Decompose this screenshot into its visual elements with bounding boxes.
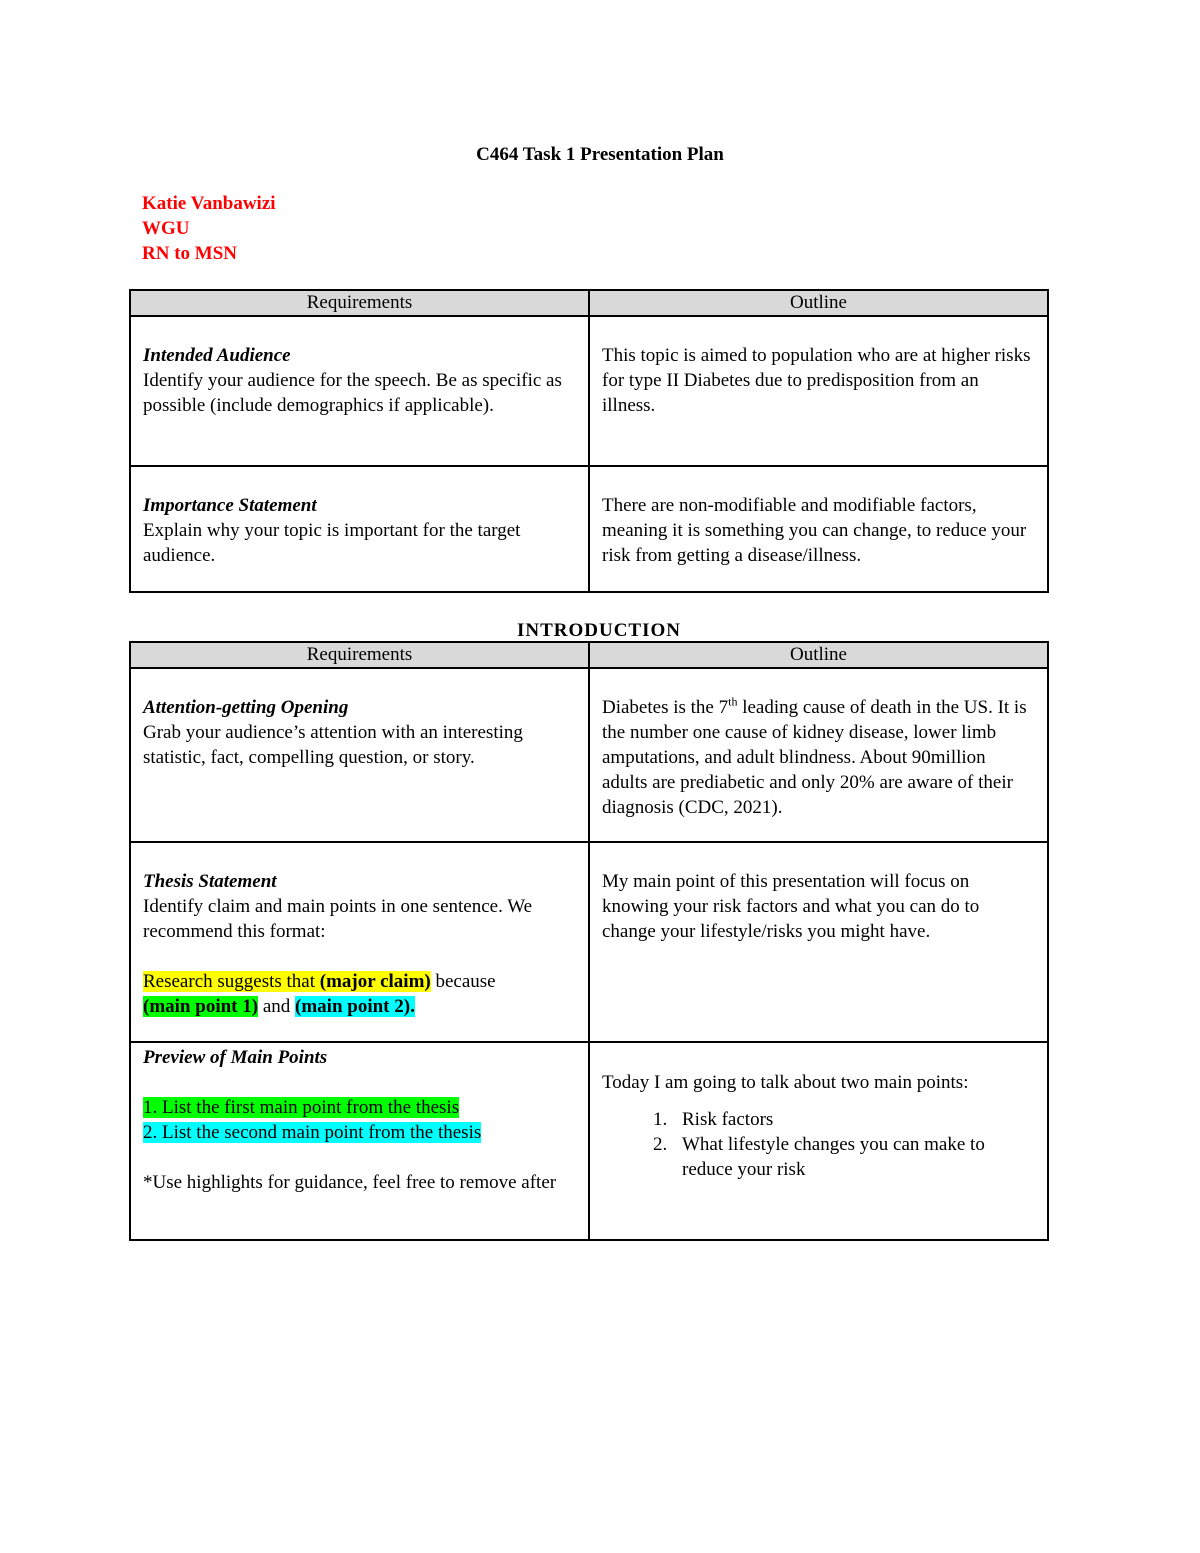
author-school: WGU (142, 218, 190, 239)
preview-outline-intro: Today I am going to talk about two main points: (602, 1072, 969, 1093)
audience-table (129, 289, 1049, 593)
attention-opening-outline (589, 668, 1048, 842)
attention-outline-text: Diabetes is the 7 (602, 697, 729, 718)
introduction-heading: INTRODUCTION (516, 620, 682, 641)
author-block (142, 191, 276, 266)
preview-item-1: 1. List the first main point from the thesis (143, 1097, 460, 1118)
preview-main-points-outline (589, 1042, 1048, 1240)
preview-points-list (602, 1107, 1035, 1182)
author-name: Katie Vanbawizi (142, 193, 276, 214)
author-program: RN to MSN (142, 243, 237, 264)
intended-audience-desc: Identify your audience for the speech. Be as specific as possible (include demographics if applicable). (143, 370, 562, 416)
attention-outline-superscript: th (728, 694, 738, 709)
importance-statement-desc: Explain why your topic is important for the target audience. (143, 520, 521, 566)
preview-point-1: 1. Risk factors (672, 1107, 1035, 1132)
thesis-format-example (143, 969, 576, 1019)
attention-opening-desc: Grab your audience’s attention with an interesting statistic, fact, compelling question, or story. (143, 722, 523, 768)
preview-main-points-label: Preview of Main Points (143, 1047, 328, 1068)
thesis-statement-outline: My main point of this presentation will focus on knowing your risk factors and what you can do to change your lifestyle/risks you might have. (589, 842, 1048, 1042)
format-research-suggests: Research suggests that (143, 971, 320, 992)
requirements-header: Requirements (130, 642, 589, 668)
introduction-table (129, 641, 1049, 1241)
format-main-point-2: (main point 2). (295, 996, 415, 1017)
preview-point-2: 2. What lifestyle changes you can make to reduce your risk (672, 1132, 1035, 1182)
preview-main-points-requirement (130, 1042, 589, 1240)
intended-audience-label: Intended Audience (143, 345, 291, 366)
importance-statement-requirement (130, 466, 589, 592)
attention-opening-requirement (130, 668, 589, 842)
preview-note: *Use highlights for guidance, feel free to remove after (143, 1172, 557, 1193)
outline-header: Outline (589, 642, 1048, 668)
attention-opening-label: Attention-getting Opening (143, 697, 349, 718)
intended-audience-outline: This topic is aimed to population who are at higher risks for type II Diabetes due to predisposition from an illness. (589, 316, 1048, 466)
outline-header: Outline (589, 290, 1048, 316)
importance-statement-label: Importance Statement (143, 495, 317, 516)
format-because: because (430, 971, 496, 992)
requirements-header: Requirements (130, 290, 589, 316)
preview-item-2: 2. List the second main point from the thesis (143, 1122, 482, 1143)
thesis-statement-desc: Identify claim and main points in one sentence. We recommend this format: (143, 896, 533, 942)
format-and: and (258, 996, 296, 1017)
format-main-point-1: (main point 1) (143, 996, 259, 1017)
format-major-claim: (major claim) (319, 971, 431, 992)
attention-outline-text-cont: leading cause of death in the US. It is the number one cause of kidney disease, lower limb amputations, and adult blindness. About 90million adults are prediabetic and only 20% are aware of their diagnosis (CDC, 2021). (602, 697, 1027, 818)
document-title: C464 Task 1 Presentation Plan (476, 144, 724, 165)
intended-audience-requirement (130, 316, 589, 466)
thesis-statement-requirement (130, 842, 589, 1042)
importance-statement-outline: There are non-modifiable and modifiable factors, meaning it is something you can change, to reduce your risk from getting a disease/illness. (589, 466, 1048, 592)
thesis-statement-label: Thesis Statement (143, 871, 277, 892)
